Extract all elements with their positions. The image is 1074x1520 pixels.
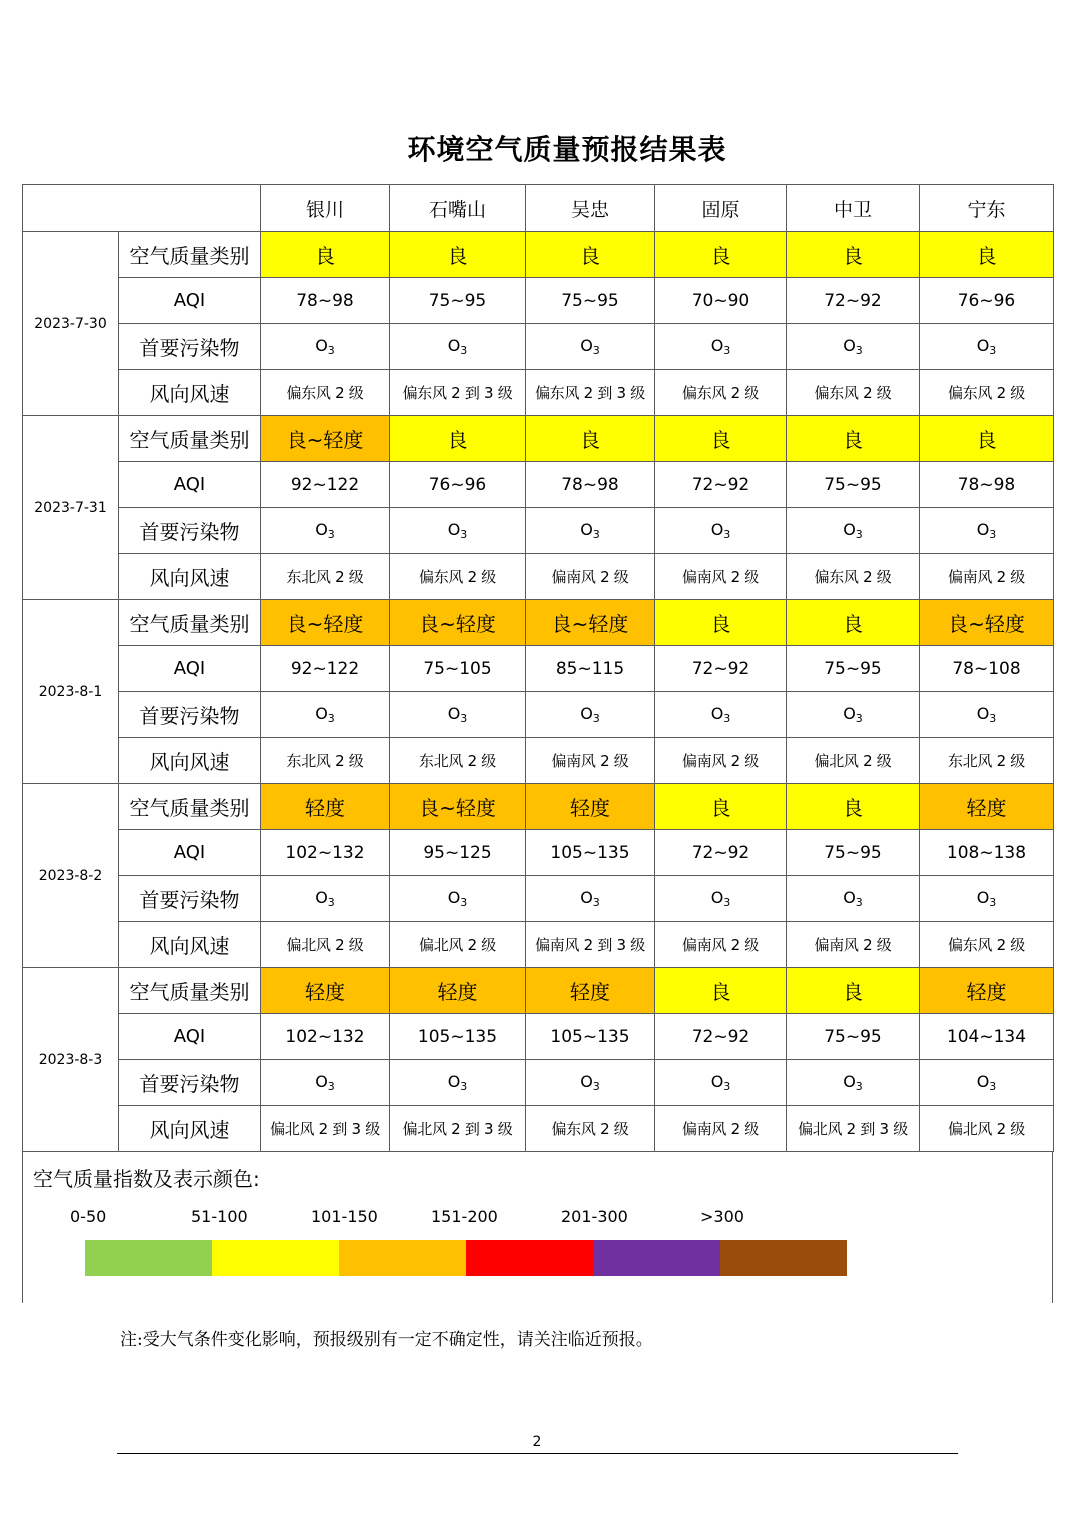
wind-cell: 偏东风 2 到 3 级 bbox=[526, 370, 655, 416]
forecast-row bbox=[23, 1106, 1054, 1152]
aqi-cell: 75~95 bbox=[787, 830, 920, 876]
pollutant-symbol: O bbox=[580, 520, 593, 539]
air-quality-category-cell: 良~轻度 bbox=[261, 416, 390, 462]
city-header: 固原 bbox=[655, 185, 787, 232]
primary-pollutant-cell bbox=[787, 876, 920, 922]
aqi-cell: 102~132 bbox=[261, 1014, 390, 1060]
aqi-cell: 75~95 bbox=[787, 1014, 920, 1060]
pollutant-symbol: O bbox=[447, 888, 461, 907]
wind-cell: 东北风 2 级 bbox=[920, 738, 1054, 784]
wind-cell: 偏北风 2 到 3 级 bbox=[787, 1106, 920, 1152]
date-cell: 2023-8-2 bbox=[23, 784, 119, 968]
aqi-color-legend bbox=[22, 1151, 1053, 1303]
pollutant-symbol: O bbox=[843, 704, 856, 723]
legend-range-label: 201-300 bbox=[561, 1207, 628, 1226]
air-quality-category-cell: 良 bbox=[920, 232, 1054, 278]
pollutant-subscript: 3 bbox=[855, 528, 863, 541]
wind-cell: 偏南风 2 级 bbox=[655, 738, 787, 784]
pollutant-symbol: O bbox=[710, 336, 724, 355]
primary-pollutant-cell bbox=[655, 508, 787, 554]
pollutant-subscript: 3 bbox=[592, 528, 600, 541]
pollutant-symbol: O bbox=[315, 336, 328, 355]
category-row-label: 空气质量类别 bbox=[119, 416, 261, 462]
pollutant-subscript: 3 bbox=[855, 344, 863, 357]
pollutant-symbol: O bbox=[843, 520, 856, 539]
pollutant-symbol: O bbox=[843, 1072, 856, 1091]
header-row bbox=[23, 185, 1054, 232]
forecast-table bbox=[22, 184, 1054, 1152]
pollutant-subscript: 3 bbox=[460, 344, 468, 357]
pollutant-subscript: 3 bbox=[592, 712, 600, 725]
pollutant-symbol: O bbox=[710, 888, 724, 907]
air-quality-category-cell: 良 bbox=[920, 416, 1054, 462]
legend-swatch bbox=[720, 1240, 847, 1276]
pollutant-row-label: 首要污染物 bbox=[119, 508, 261, 554]
primary-pollutant-cell bbox=[261, 1060, 390, 1106]
aqi-cell: 95~125 bbox=[390, 830, 526, 876]
forecast-row bbox=[23, 876, 1054, 922]
aqi-cell: 75~95 bbox=[390, 278, 526, 324]
wind-cell: 偏东风 2 级 bbox=[787, 554, 920, 600]
pollutant-subscript: 3 bbox=[592, 344, 600, 357]
air-quality-category-cell: 良 bbox=[655, 784, 787, 830]
wind-cell: 偏东风 2 级 bbox=[655, 370, 787, 416]
pollutant-symbol: O bbox=[843, 888, 856, 907]
legend-swatch bbox=[593, 1240, 720, 1276]
primary-pollutant-cell bbox=[390, 508, 526, 554]
wind-cell: 东北风 2 级 bbox=[390, 738, 526, 784]
air-quality-category-cell: 轻度 bbox=[920, 784, 1054, 830]
category-row-label: 空气质量类别 bbox=[119, 784, 261, 830]
primary-pollutant-cell bbox=[261, 876, 390, 922]
category-row-label: 空气质量类别 bbox=[119, 968, 261, 1014]
aqi-cell: 102~132 bbox=[261, 830, 390, 876]
pollutant-symbol: O bbox=[976, 704, 990, 723]
pollutant-symbol: O bbox=[976, 1072, 990, 1091]
city-header: 吴忠 bbox=[526, 185, 655, 232]
header-corner-cell bbox=[23, 185, 261, 232]
forecast-row bbox=[23, 416, 1054, 462]
pollutant-subscript: 3 bbox=[855, 712, 863, 725]
wind-cell: 偏南风 2 级 bbox=[787, 922, 920, 968]
air-quality-category-cell: 轻度 bbox=[920, 968, 1054, 1014]
primary-pollutant-cell bbox=[390, 876, 526, 922]
forecast-row bbox=[23, 1014, 1054, 1060]
wind-cell: 东北风 2 级 bbox=[261, 738, 390, 784]
aqi-cell: 105~135 bbox=[526, 1014, 655, 1060]
forecast-row bbox=[23, 692, 1054, 738]
primary-pollutant-cell bbox=[787, 1060, 920, 1106]
pollutant-symbol: O bbox=[315, 1072, 328, 1091]
wind-cell: 偏北风 2 级 bbox=[920, 1106, 1054, 1152]
air-quality-category-cell: 轻度 bbox=[261, 784, 390, 830]
air-quality-category-cell: 良 bbox=[655, 416, 787, 462]
air-quality-category-cell: 良 bbox=[655, 232, 787, 278]
aqi-cell: 72~92 bbox=[655, 462, 787, 508]
pollutant-symbol: O bbox=[710, 1072, 724, 1091]
category-row-label: 空气质量类别 bbox=[119, 600, 261, 646]
wind-row-label: 风向风速 bbox=[119, 370, 261, 416]
pollutant-subscript: 3 bbox=[855, 1080, 863, 1093]
forecast-row bbox=[23, 462, 1054, 508]
page-title: 环境空气质量预报结果表 bbox=[407, 133, 727, 166]
aqi-cell: 70~90 bbox=[655, 278, 787, 324]
legend-swatch bbox=[339, 1240, 466, 1276]
date-cell: 2023-7-31 bbox=[23, 416, 119, 600]
air-quality-category-cell: 轻度 bbox=[390, 968, 526, 1014]
category-row-label: 空气质量类别 bbox=[119, 232, 261, 278]
primary-pollutant-cell bbox=[526, 1060, 655, 1106]
aqi-cell: 78~98 bbox=[261, 278, 390, 324]
primary-pollutant-cell bbox=[526, 508, 655, 554]
aqi-cell: 105~135 bbox=[526, 830, 655, 876]
primary-pollutant-cell bbox=[787, 324, 920, 370]
pollutant-subscript: 3 bbox=[989, 344, 997, 357]
wind-row-label: 风向风速 bbox=[119, 738, 261, 784]
pollutant-symbol: O bbox=[315, 520, 328, 539]
forecast-row bbox=[23, 830, 1054, 876]
aqi-cell: 78~108 bbox=[920, 646, 1054, 692]
wind-cell: 偏东风 2 级 bbox=[787, 370, 920, 416]
pollutant-subscript: 3 bbox=[327, 712, 335, 725]
aqi-cell: 92~122 bbox=[261, 646, 390, 692]
city-header: 银川 bbox=[261, 185, 390, 232]
aqi-cell: 72~92 bbox=[655, 646, 787, 692]
wind-cell: 偏南风 2 到 3 级 bbox=[526, 922, 655, 968]
air-quality-category-cell: 良 bbox=[655, 600, 787, 646]
wind-cell: 偏北风 2 到 3 级 bbox=[261, 1106, 390, 1152]
primary-pollutant-cell bbox=[526, 692, 655, 738]
city-header: 中卫 bbox=[787, 185, 920, 232]
pollutant-row-label: 首要污染物 bbox=[119, 324, 261, 370]
aqi-cell: 76~96 bbox=[920, 278, 1054, 324]
pollutant-row-label: 首要污染物 bbox=[119, 1060, 261, 1106]
air-quality-category-cell: 良 bbox=[787, 416, 920, 462]
wind-cell: 偏南风 2 级 bbox=[655, 922, 787, 968]
pollutant-symbol: O bbox=[580, 336, 593, 355]
pollutant-subscript: 3 bbox=[855, 896, 863, 909]
forecast-row bbox=[23, 646, 1054, 692]
forecast-row bbox=[23, 738, 1054, 784]
pollutant-subscript: 3 bbox=[460, 712, 468, 725]
pollutant-subscript: 3 bbox=[327, 528, 335, 541]
pollutant-subscript: 3 bbox=[989, 712, 997, 725]
wind-cell: 偏北风 2 级 bbox=[390, 922, 526, 968]
forecast-row bbox=[23, 1060, 1054, 1106]
legend-swatch bbox=[212, 1240, 339, 1276]
primary-pollutant-cell bbox=[526, 324, 655, 370]
primary-pollutant-cell bbox=[655, 692, 787, 738]
air-quality-category-cell: 轻度 bbox=[526, 784, 655, 830]
date-cell: 2023-8-3 bbox=[23, 968, 119, 1152]
forecast-row bbox=[23, 600, 1054, 646]
pollutant-symbol: O bbox=[447, 336, 461, 355]
air-quality-category-cell: 良 bbox=[261, 232, 390, 278]
pollutant-subscript: 3 bbox=[989, 896, 997, 909]
pollutant-symbol: O bbox=[710, 704, 724, 723]
wind-cell: 偏南风 2 级 bbox=[655, 554, 787, 600]
air-quality-category-cell: 良~轻度 bbox=[390, 784, 526, 830]
legend-range-label: 0-50 bbox=[70, 1207, 107, 1226]
air-quality-category-cell: 良 bbox=[526, 416, 655, 462]
aqi-cell: 78~98 bbox=[920, 462, 1054, 508]
forecast-row bbox=[23, 922, 1054, 968]
legend-range-label: >300 bbox=[700, 1207, 744, 1226]
wind-row-label: 风向风速 bbox=[119, 554, 261, 600]
wind-cell: 东北风 2 级 bbox=[261, 554, 390, 600]
aqi-row-label: AQI bbox=[119, 462, 261, 508]
pollutant-symbol: O bbox=[447, 520, 461, 539]
aqi-cell: 72~92 bbox=[655, 1014, 787, 1060]
primary-pollutant-cell bbox=[261, 324, 390, 370]
pollutant-subscript: 3 bbox=[327, 896, 335, 909]
aqi-cell: 76~96 bbox=[390, 462, 526, 508]
aqi-cell: 72~92 bbox=[655, 830, 787, 876]
primary-pollutant-cell bbox=[261, 692, 390, 738]
pollutant-row-label: 首要污染物 bbox=[119, 876, 261, 922]
primary-pollutant-cell bbox=[390, 692, 526, 738]
forecast-row bbox=[23, 324, 1054, 370]
air-quality-category-cell: 良 bbox=[787, 600, 920, 646]
primary-pollutant-cell bbox=[390, 1060, 526, 1106]
primary-pollutant-cell bbox=[787, 508, 920, 554]
date-cell: 2023-8-1 bbox=[23, 600, 119, 784]
primary-pollutant-cell bbox=[261, 508, 390, 554]
pollutant-subscript: 3 bbox=[723, 712, 731, 725]
wind-cell: 偏东风 2 级 bbox=[920, 370, 1054, 416]
primary-pollutant-cell bbox=[655, 324, 787, 370]
aqi-cell: 85~115 bbox=[526, 646, 655, 692]
wind-cell: 偏东风 2 级 bbox=[526, 1106, 655, 1152]
forecast-row bbox=[23, 370, 1054, 416]
aqi-cell: 72~92 bbox=[787, 278, 920, 324]
wind-cell: 偏北风 2 级 bbox=[261, 922, 390, 968]
forecast-note: 注:受大气条件变化影响，预报级别有一定不确定性，请关注临近预报。 bbox=[120, 1330, 653, 1350]
pollutant-symbol: O bbox=[976, 520, 990, 539]
legend-swatch bbox=[466, 1240, 593, 1276]
legend-swatch bbox=[85, 1240, 212, 1276]
aqi-cell: 104~134 bbox=[920, 1014, 1054, 1060]
pollutant-subscript: 3 bbox=[723, 1080, 731, 1093]
pollutant-subscript: 3 bbox=[460, 1080, 468, 1093]
pollutant-symbol: O bbox=[580, 704, 593, 723]
primary-pollutant-cell bbox=[787, 692, 920, 738]
primary-pollutant-cell bbox=[655, 876, 787, 922]
aqi-row-label: AQI bbox=[119, 1014, 261, 1060]
air-quality-category-cell: 轻度 bbox=[526, 968, 655, 1014]
wind-row-label: 风向风速 bbox=[119, 1106, 261, 1152]
legend-title: 空气质量指数及表示颜色: bbox=[33, 1167, 260, 1191]
pollutant-symbol: O bbox=[315, 888, 328, 907]
pollutant-row-label: 首要污染物 bbox=[119, 692, 261, 738]
forecast-row bbox=[23, 508, 1054, 554]
pollutant-subscript: 3 bbox=[723, 528, 731, 541]
primary-pollutant-cell bbox=[920, 1060, 1054, 1106]
primary-pollutant-cell bbox=[920, 692, 1054, 738]
pollutant-subscript: 3 bbox=[592, 1080, 600, 1093]
pollutant-symbol: O bbox=[447, 1072, 461, 1091]
aqi-cell: 108~138 bbox=[920, 830, 1054, 876]
forecast-row bbox=[23, 968, 1054, 1014]
wind-cell: 偏东风 2 级 bbox=[261, 370, 390, 416]
pollutant-subscript: 3 bbox=[327, 344, 335, 357]
pollutant-subscript: 3 bbox=[592, 896, 600, 909]
air-quality-category-cell: 良 bbox=[787, 784, 920, 830]
primary-pollutant-cell bbox=[526, 876, 655, 922]
city-header: 石嘴山 bbox=[390, 185, 526, 232]
pollutant-subscript: 3 bbox=[327, 1080, 335, 1093]
air-quality-category-cell: 良~轻度 bbox=[390, 600, 526, 646]
wind-cell: 偏北风 2 到 3 级 bbox=[390, 1106, 526, 1152]
aqi-cell: 105~135 bbox=[390, 1014, 526, 1060]
aqi-row-label: AQI bbox=[119, 278, 261, 324]
primary-pollutant-cell bbox=[920, 508, 1054, 554]
primary-pollutant-cell bbox=[920, 876, 1054, 922]
forecast-row bbox=[23, 554, 1054, 600]
air-quality-category-cell: 良 bbox=[390, 232, 526, 278]
wind-cell: 偏南风 2 级 bbox=[526, 738, 655, 784]
pollutant-subscript: 3 bbox=[460, 528, 468, 541]
pollutant-subscript: 3 bbox=[989, 528, 997, 541]
page-number: 2 bbox=[532, 1434, 542, 1450]
pollutant-symbol: O bbox=[315, 704, 328, 723]
pollutant-symbol: O bbox=[447, 704, 461, 723]
pollutant-symbol: O bbox=[580, 1072, 593, 1091]
pollutant-symbol: O bbox=[580, 888, 593, 907]
air-quality-category-cell: 良 bbox=[655, 968, 787, 1014]
aqi-cell: 75~105 bbox=[390, 646, 526, 692]
wind-cell: 偏东风 2 到 3 级 bbox=[390, 370, 526, 416]
air-quality-category-cell: 良 bbox=[787, 232, 920, 278]
wind-cell: 偏南风 2 级 bbox=[920, 554, 1054, 600]
pollutant-subscript: 3 bbox=[723, 896, 731, 909]
footer-divider bbox=[117, 1453, 958, 1454]
date-cell: 2023-7-30 bbox=[23, 232, 119, 416]
aqi-cell: 75~95 bbox=[787, 462, 920, 508]
aqi-row-label: AQI bbox=[119, 830, 261, 876]
primary-pollutant-cell bbox=[390, 324, 526, 370]
wind-cell: 偏南风 2 级 bbox=[526, 554, 655, 600]
air-quality-category-cell: 良 bbox=[390, 416, 526, 462]
aqi-cell: 92~122 bbox=[261, 462, 390, 508]
wind-cell: 偏北风 2 级 bbox=[787, 738, 920, 784]
wind-cell: 偏东风 2 级 bbox=[920, 922, 1054, 968]
air-quality-category-cell: 良 bbox=[787, 968, 920, 1014]
legend-range-label: 51-100 bbox=[191, 1207, 248, 1226]
air-quality-category-cell: 轻度 bbox=[261, 968, 390, 1014]
forecast-row bbox=[23, 784, 1054, 830]
wind-cell: 偏南风 2 级 bbox=[655, 1106, 787, 1152]
wind-cell: 偏东风 2 级 bbox=[390, 554, 526, 600]
air-quality-category-cell: 良~轻度 bbox=[526, 600, 655, 646]
aqi-row-label: AQI bbox=[119, 646, 261, 692]
pollutant-subscript: 3 bbox=[723, 344, 731, 357]
city-header: 宁东 bbox=[920, 185, 1054, 232]
pollutant-subscript: 3 bbox=[460, 896, 468, 909]
forecast-row bbox=[23, 232, 1054, 278]
air-quality-category-cell: 良~轻度 bbox=[261, 600, 390, 646]
wind-row-label: 风向风速 bbox=[119, 922, 261, 968]
pollutant-symbol: O bbox=[976, 888, 990, 907]
primary-pollutant-cell bbox=[920, 324, 1054, 370]
legend-range-label: 151-200 bbox=[431, 1207, 498, 1226]
aqi-cell: 75~95 bbox=[526, 278, 655, 324]
pollutant-symbol: O bbox=[710, 520, 724, 539]
pollutant-subscript: 3 bbox=[989, 1080, 997, 1093]
legend-range-label: 101-150 bbox=[311, 1207, 378, 1226]
primary-pollutant-cell bbox=[655, 1060, 787, 1106]
forecast-row bbox=[23, 278, 1054, 324]
pollutant-symbol: O bbox=[976, 336, 990, 355]
aqi-cell: 75~95 bbox=[787, 646, 920, 692]
air-quality-category-cell: 良 bbox=[526, 232, 655, 278]
aqi-cell: 78~98 bbox=[526, 462, 655, 508]
pollutant-symbol: O bbox=[843, 336, 856, 355]
air-quality-category-cell: 良~轻度 bbox=[920, 600, 1054, 646]
